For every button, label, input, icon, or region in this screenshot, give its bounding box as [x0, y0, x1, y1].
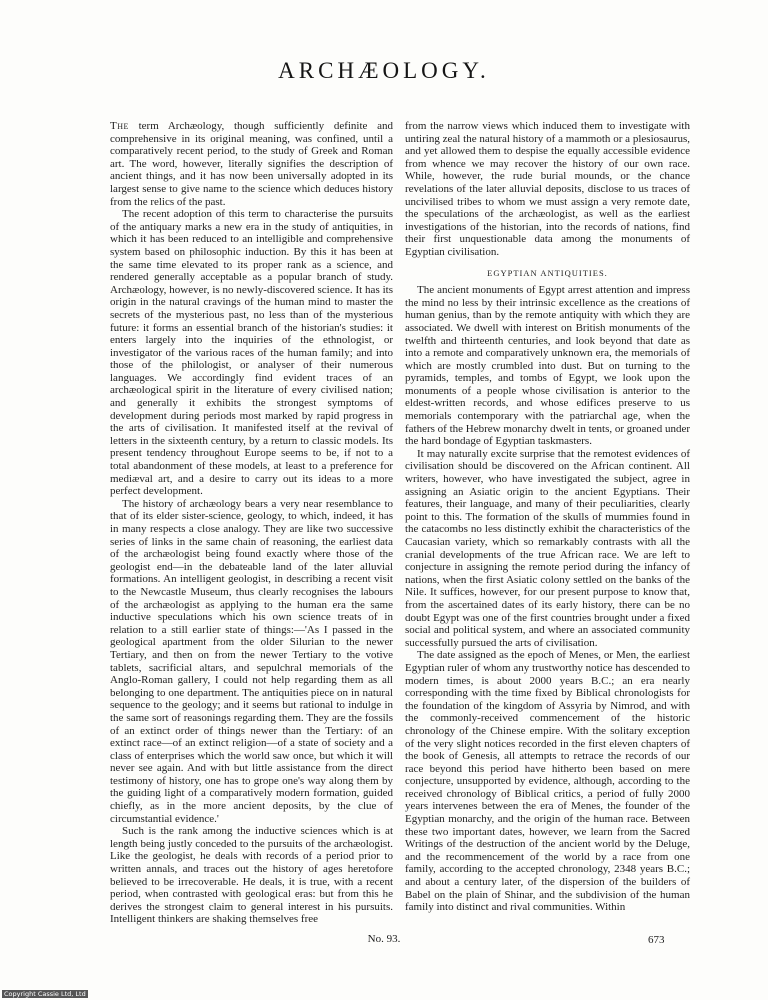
paragraph — [110, 120, 393, 208]
page-number: 673 — [648, 934, 665, 946]
issue-number: No. 93. — [367, 933, 401, 945]
paragraph: The ancient monuments of Egypt arrest attention and impress the mind no less by their intrinsic excellence as the creations of human genius, than by the remote antiquity with which they are associated. We dwell with interest on British monuments of the twelfth and thirteenth centuries, and look beyond that date as into a remote and comparatively unknown era, the memorials of which are mostly crumbled into dust. But on turning to the pyramids, temples, and tombs of Egypt, we look upon the monuments of a people whose civilisation is anterior to the eldest-written records, and whose edifices preserve to us memorials contemporary with the patriarchal age, when the fathers of the Hebrew monarchy dwelt in tents, or groaned under the hard bondage of Egyptian taskmasters. — [405, 284, 690, 448]
paragraph: The history of archæology bears a very near resemblance to that of its elder sister-science, geology, to which, indeed, it has in many respects a close analogy. They are like two successive series of links in the same chain of reasoning, the earliest data of the archæologist being found exactly where those of the geologist end—in the debateable land of the later alluvial formations. An intelligent geologist, in describing a recent visit to the Newcastle Museum, thus clearly recognises the labours of the archæologist as applying to the human era the same inductive speculations which his own science treats of in relation to a still earlier state of things:—'As I passed in the geological apartment from the older Silurian to the newer Tertiary, and then on from the newer Tertiary to the votive tablets, sacrificial altars, and sepulchral memorials of the Anglo-Roman gallery, I could not help regarding them as all belonging to one department. The antiquities piece on in natural sequence to the geology; and it seems but rational to indulge in the same sort of reasonings regarding them. They are the fossils of an extinct order of things newer than the Tertiary: of an extinct race—of an extinct religion—of a state of society and a class of enterprises which the world saw once, but which it will never see again. And with but little assistance from the direct testimony of history, one has to grope one's way along them by the guiding light of a comparatively modern formation, guided chiefly, as in the more ancient deposits, by the clue of circumstantial evidence.' — [110, 497, 393, 825]
section-heading: EGYPTIAN ANTIQUITIES. — [487, 267, 608, 278]
paragraph: Such is the rank among the inductive sciences which is at length being justly conceded to the pursuits of the archæologist. Like the geologist, he deals with records of a period prior to written annals, and traces out the history of ages heretofore believed to be irrecoverable. He deals, it is true, with a recent period, when contrasted with geological eras: but from this he derives the strongest claim to general interest in his pursuits. Intelligent thinkers are shaking themselves free — [110, 825, 393, 926]
paragraph-lead-word: The — [110, 120, 129, 132]
paragraph: The date assigned as the epoch of Menes, or Men, the earliest Egyptian ruler of whom any trustworthy notice has descended to modern times, is about 2000 years B.C.; an era nearly corresponding with the time fixed by Biblical chronologists for the foundation of the kingdom of Assyria by Nimrod, and with the commonly-received commencement of the historic chronology of the Chinese empire. With the solitary exception of the very slight notices recorded in the first eleven chapters of the book of Genesis, all attempts to retrace the records of our race beyond this period have hitherto been based on mere conjecture, unsupported by evidence, although, according to the received chronology of Biblical critics, a period of fully 2000 years intervenes between the era of Menes, the founder of the Egyptian monarchy, and the origin of the human race. Between these two important dates, however, we learn from the Sacred Writings of the destruction of the ancient world by the Deluge, and the recommencement of the world by a race from one family, according to the accepted chronology, 2348 years B.C.; and about a century later, of the dispersion of the builders of Babel on the plain of Shinar, and the subdivision of the human family into distinct and rival communities. Within — [405, 649, 690, 914]
paragraph-text: term Archæology, though sufficiently definite and comprehensive in its original meaning, was confined, until a comparatively recent period, to the study of Greek and Roman art. The word, however, literally signifies the description of ancient things, and it has now been universally adopted in its largest sense to give name to the science which deduces history from the relics of the past. — [110, 120, 393, 208]
page-title: ARCHÆOLOGY. — [278, 58, 490, 83]
paragraph: from the narrow views which induced them to investigate with untiring zeal the natural history of a mammoth or a plesiosaurus, and yet allowed them to despise the equally accessible evidence from whence we may recover the history of our own race. While, however, the rude burial mounds, or the chance revelations of the later alluvial deposits, disclose to us traces of uncivilised tribes to whom we must assign a very remote date, the speculations of the archæologist, as well as the earliest investigations of the historian, into the records of nations, find their first unquestionable data among the monuments of Egyptian civilisation. — [405, 120, 690, 258]
paragraph: It may naturally excite surprise that the remotest evidences of civilisation should be discovered on the African continent. All writers, however, who have investigated the subject, agree in assigning an Asiatic origin to the ancient Egyptians. Their features, their language, and many of their peculiarities, clearly point to this. The formation of the skulls of mummies found in the catacombs no less distinctly exhibit the characteristics of the Caucasian variety, which so remarkably contrasts with all the cranial developments of the true African race. We are left to conjecture in assigning the remote period during the infancy of nations, when the first Asiatic colony settled on the banks of the Nile. It suffices, however, for our present purpose to know that, from the ascertained dates of its early history, there can be no doubt Egypt was one of the first countries brought under a fixed social and political system, and where an associated community successfully pursued the arts of civilisation. — [405, 447, 690, 649]
copyright-watermark: Copyright Cassie Ltd, Ltd — [4, 990, 86, 998]
right-column — [405, 120, 690, 914]
left-column — [110, 120, 393, 926]
paragraph: The recent adoption of this term to characterise the pursuits of the antiquary marks a new era in the study of antiquities, in which it has been reduced to an intelligible and comprehensive system based on philosophic induction. By this it has been at the same time elevated to its proper rank as a science, and rendered generally acceptable as a popular branch of study. Archæology, however, is no newly-discovered science. It has its origin in the natural cravings of the human mind to master the secrets of the mysterious past, no less than of the mysterious future: it forms an essential branch of the historian's studies: it enters largely into the inquiries of the ethnologist, or investigator of the various races of the human family; and into those of the philologist, or analyser of their numerous languages. We accordingly find evident traces of an archæological spirit in the literature of every civilised nation; and generally it exhibits the strongest symptoms of development during periods most marked by rapid progress in the arts of civilisation. It manifested itself at the revival of letters in the sixteenth century, by a return to classic models. Its present tendency throughout Europe seems to be, if not to a total abandonment of these models, at least to a preference for mediæval art, and a desire to carry out its ideas to a more perfect development. — [110, 208, 393, 498]
